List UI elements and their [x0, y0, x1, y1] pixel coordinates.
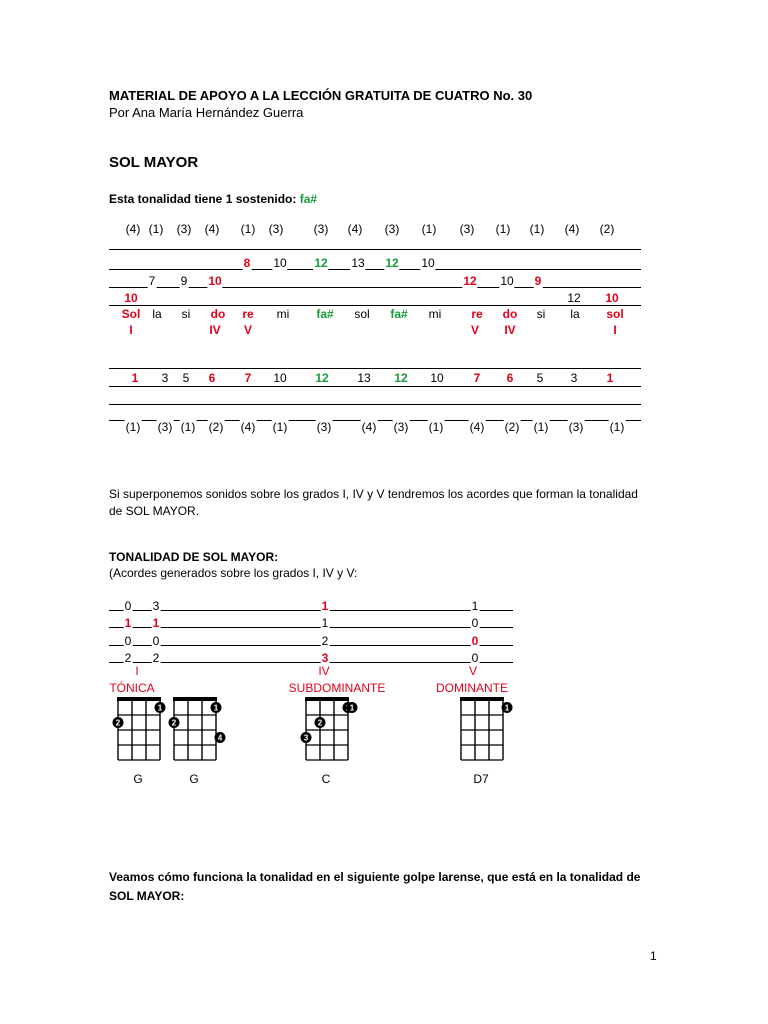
finger-dot-label: 3: [303, 733, 309, 743]
finger-number: (1): [421, 222, 437, 236]
finger-number: (3): [568, 420, 584, 434]
finger-number: (1): [240, 222, 256, 236]
finger-number: (1): [272, 420, 288, 434]
finger-number: (1): [428, 420, 444, 434]
fret-number: 9: [534, 274, 542, 288]
fret-number: 0: [124, 634, 132, 648]
document-title: MATERIAL DE APOYO A LA LECCIÓN GRATUITA DE CUATRO No. 30: [109, 88, 533, 103]
fret-number: 6: [208, 371, 216, 385]
finger-dot-label: 1: [504, 703, 510, 713]
finger-number: (3): [313, 222, 329, 236]
fret-number: 1: [321, 599, 329, 613]
fret-number: 1: [471, 599, 479, 613]
finger-number: (4): [347, 222, 363, 236]
finger-number: (3): [176, 222, 192, 236]
finger-number: (3): [268, 222, 284, 236]
fret-number: 0: [152, 634, 160, 648]
fret-number: 0: [471, 651, 479, 665]
fret-number: 10: [208, 274, 222, 288]
fret-number: 0: [471, 616, 479, 630]
degree-label: IV: [504, 323, 516, 337]
finger-number: (3): [384, 222, 400, 236]
fret-number: 13: [351, 256, 365, 270]
note-name: mi: [428, 307, 442, 321]
tab-string-line: [109, 662, 513, 663]
fret-number: 7: [473, 371, 481, 385]
fret-number: 12: [567, 291, 581, 305]
note-name: do: [502, 307, 518, 321]
tab-string-line: [109, 404, 641, 405]
nut-bar: [117, 697, 161, 701]
finger-dot-label: 1: [213, 703, 219, 713]
sharp-note: fa#: [299, 192, 318, 206]
note-name: re: [242, 307, 254, 321]
sharp-statement: [109, 192, 317, 206]
section-heading: SOL MAYOR: [109, 154, 199, 171]
finger-number: (4): [469, 420, 485, 434]
tab-string-line: [109, 368, 641, 369]
function-label: TÓNICA: [109, 681, 155, 695]
degree-label: IV: [209, 323, 221, 337]
fret-number: 12: [394, 371, 408, 385]
note-name: si: [181, 307, 191, 321]
fret-number: 3: [570, 371, 578, 385]
fret-number: 1: [131, 371, 139, 385]
nut-bar: [460, 697, 504, 701]
finger-number: (4): [361, 420, 377, 434]
fret-number: 0: [471, 634, 479, 648]
note-name: re: [471, 307, 483, 321]
chord-diagram: [112, 694, 172, 769]
finger-dot-label: 1: [349, 703, 355, 713]
tab-string-line: [109, 627, 513, 628]
degree-label: I: [129, 323, 133, 337]
fret-number: 10: [124, 291, 138, 305]
fret-number: 7: [244, 371, 252, 385]
fret-number: 5: [182, 371, 190, 385]
fret-number: 10: [273, 371, 287, 385]
finger-dot-label: 4: [217, 733, 223, 743]
page-number: 1: [650, 949, 657, 963]
note-name: sol: [606, 307, 624, 321]
note-name: do: [210, 307, 226, 321]
finger-number: (2): [208, 420, 224, 434]
chord-name: D7: [473, 772, 489, 786]
sharp-text: Esta tonalidad tiene 1 sostenido:: [109, 192, 300, 206]
fret-number: 2: [321, 634, 329, 648]
function-label: DOMINANTE: [436, 681, 508, 695]
note-name: fa#: [316, 307, 334, 321]
closing-paragraph: Veamos cómo funciona la tonalidad en el siguiente golpe larense, que está en la tonalidad de SOL MAYOR:: [109, 870, 641, 903]
degree-label: I: [613, 323, 617, 337]
finger-number: (1): [529, 222, 545, 236]
finger-number: (4): [240, 420, 256, 434]
nut-bar: [173, 697, 217, 701]
fret-number: 1: [321, 616, 329, 630]
finger-number: (3): [393, 420, 409, 434]
finger-dot-label: 2: [171, 718, 177, 728]
finger-number: (4): [125, 222, 141, 236]
tab-string-line: [109, 305, 641, 306]
tab-string-line: [109, 269, 641, 270]
fret-number: 12: [315, 371, 329, 385]
finger-number: (1): [180, 420, 196, 434]
fret-number: 10: [273, 256, 287, 270]
tab-string-line: [109, 386, 641, 387]
fret-number: 3: [161, 371, 169, 385]
finger-number: (1): [125, 420, 141, 434]
tab-string-line: [109, 249, 641, 250]
degree-label: I: [135, 664, 139, 678]
note-name: sol: [354, 307, 370, 321]
finger-number: (1): [609, 420, 625, 434]
finger-dot-label: 1: [157, 703, 163, 713]
chord-diagram: [168, 694, 228, 769]
tab-string-line: [109, 610, 513, 611]
finger-number: (1): [495, 222, 511, 236]
fret-number: 2: [152, 651, 160, 665]
finger-number: (2): [504, 420, 520, 434]
fret-number: 12: [314, 256, 328, 270]
fret-number: 1: [606, 371, 614, 385]
fret-number: 5: [536, 371, 544, 385]
tab-string-line: [109, 645, 513, 646]
fret-number: 0: [124, 599, 132, 613]
chord-diagram: [300, 694, 360, 769]
fret-number: 7: [148, 274, 156, 288]
fret-number: 12: [385, 256, 399, 270]
note-name: Sol: [121, 307, 141, 321]
note-name: si: [536, 307, 546, 321]
chord-name: G: [189, 772, 199, 786]
degree-label: V: [468, 664, 478, 678]
fret-number: 12: [463, 274, 477, 288]
finger-number: (4): [564, 222, 580, 236]
author-line: Por Ana María Hernández Guerra: [109, 105, 304, 120]
fret-number: 2: [124, 651, 132, 665]
paragraph-chords: Si superponemos sonidos sobre los grados I, IV y V tendremos los acordes que forman la tonalidad de SOL MAYOR.: [109, 487, 638, 518]
tab-string-line: [109, 287, 641, 288]
fret-number: 1: [152, 616, 160, 630]
finger-number: (1): [148, 222, 164, 236]
fret-number: 10: [605, 291, 619, 305]
tonalidad-subheading: (Acordes generados sobre los grados I, IV y V:: [109, 566, 358, 580]
degree-label: IV: [318, 664, 330, 678]
tonalidad-heading: TONALIDAD DE SOL MAYOR:: [109, 550, 279, 564]
fret-number: 10: [500, 274, 514, 288]
fret-number: 1: [124, 616, 132, 630]
degree-label: V: [243, 323, 253, 337]
note-name: la: [570, 307, 580, 321]
nut-bar: [305, 697, 349, 701]
note-name: mi: [276, 307, 290, 321]
finger-number: (3): [459, 222, 475, 236]
fret-number: 8: [243, 256, 251, 270]
finger-number: (3): [157, 420, 173, 434]
fret-number: 9: [180, 274, 188, 288]
fret-number: 10: [421, 256, 435, 270]
chord-name: C: [321, 772, 331, 786]
finger-number: (3): [316, 420, 332, 434]
function-label: SUBDOMINANTE: [288, 681, 386, 695]
chord-diagram: [455, 694, 515, 769]
finger-dot-label: 2: [317, 718, 323, 728]
finger-dot-label: 2: [115, 718, 121, 728]
finger-number: (4): [204, 222, 220, 236]
chord-name: G: [133, 772, 143, 786]
fret-number: 3: [152, 599, 160, 613]
note-name: fa#: [390, 307, 408, 321]
degree-label: V: [470, 323, 480, 337]
finger-number: (1): [533, 420, 549, 434]
finger-number: (2): [599, 222, 615, 236]
fret-number: 6: [506, 371, 514, 385]
fret-number: 3: [321, 651, 329, 665]
fret-number: 13: [357, 371, 371, 385]
note-name: la: [152, 307, 162, 321]
fret-number: 10: [430, 371, 444, 385]
